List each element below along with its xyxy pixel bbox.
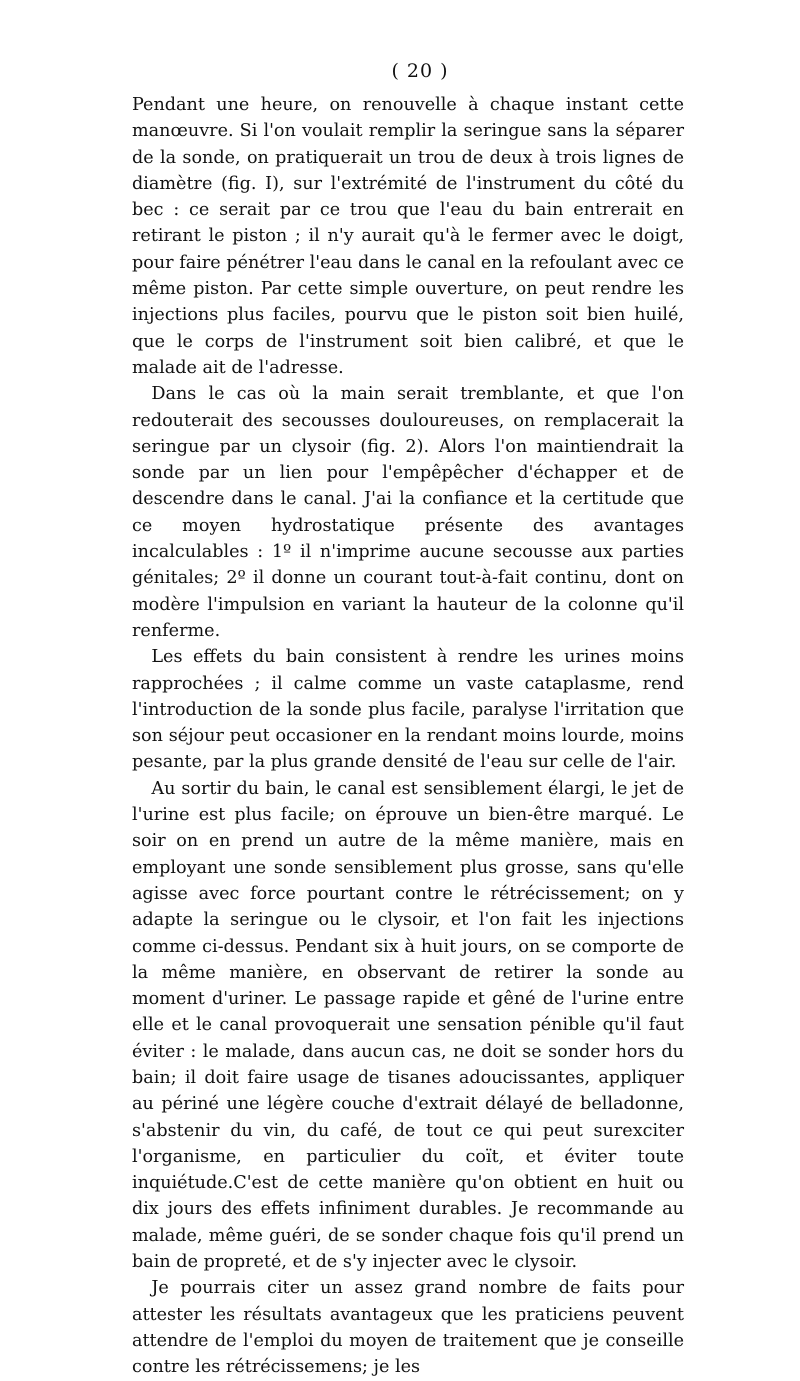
paragraph-5: Je pourrais citer un assez grand nombre de faits pour attester les résultats avantageux que les praticiens peuvent attendre de l'emploi du moyen de traitement que je conseille contre les rétrécissemens; je les — [132, 1278, 684, 1378]
page — [132, 58, 684, 1381]
page-number: ( 20 ) — [391, 60, 449, 82]
paragraph-1: Pendant une heure, on renouvelle à chaque instant cette manœuvre. Si l'on voulait remplir la seringue sans la séparer de la sonde, on pratiquerait un trou de deux à trois lignes de diamètre (fig. I), sur l'extrémité de l'instrument du côté du bec : ce serait par ce trou que l'eau du bain entrerait en retirant le piston ; il n'y aurait qu'à le fermer avec le doigt, pour faire pénétrer l'eau dans le canal en la refoulant avec ce même piston. Par cette simple ouverture, on peut rendre les injections plus faciles, pourvu que le piston soit bien huilé, que le corps de l'instrument soit bien calibré, et que le malade ait de l'adresse. — [132, 95, 684, 378]
paragraph-4: Au sortir du bain, le canal est sensiblement élargi, le jet de l'urine est plus facile; on éprouve un bien-être marqué. Le soir on en prend un autre de la même manière, mais en employant une sonde sensiblement plus grosse, sans qu'elle agisse avec force pourtant contre le rétrécissement; on y adapte la seringue ou le clysoir, et l'on fait les injections comme ci-dessus. Pendant six à huit jours, on se comporte de la même manière, en observant de retirer la sonde au moment d'uriner. Le passage rapide et gêné de l'urine entre elle et le canal provoquerait une sensation pénible qu'il faut éviter : le malade, dans aucun cas, ne doit se sonder hors du bain; il doit faire usage de tisanes adoucissantes, appliquer au périné une légère couche d'extrait délayé de belladonne, s'abstenir du vin, du café, de tout ce qui peut surexciter l'organisme, en particulier du coït, et éviter toute inquiétude.C'est de cette manière qu'on obtient en huit ou dix jours des effets infiniment durables. Je recommande au malade, même guéri, de se sonder chaque fois qu'il prend un bain de propreté, et de s'y injecter avec le clysoir. — [132, 778, 684, 1273]
paragraph-3: Les effets du bain consistent à rendre les urines moins rapprochées ; il calme comme un vaste cataplasme, rend l'introduction de la sonde plus facile, paralyse l'irritation que son séjour peut occasioner en la rendant moins lourde, moins pesante, par la plus grande densité de l'eau sur celle de l'air. — [132, 647, 684, 773]
paragraph-2: Dans le cas où la main serait tremblante, et que l'on redouterait des secousses douloureuses, on remplacerait la seringue par un clysoir (fig. 2). Alors l'on maintiendrait la sonde par un lien pour l'empêpêcher d'échapper et de descendre dans le canal. J'ai la confiance et la certitude que ce moyen hydrostatique présente des avantages incalculables : 1º il n'imprime aucune secousse aux parties génitales; 2º il donne un courant tout-à-fait continu, dont on modère l'impulsion en variant la hauteur de la colonne qu'il renferme. — [132, 384, 684, 641]
